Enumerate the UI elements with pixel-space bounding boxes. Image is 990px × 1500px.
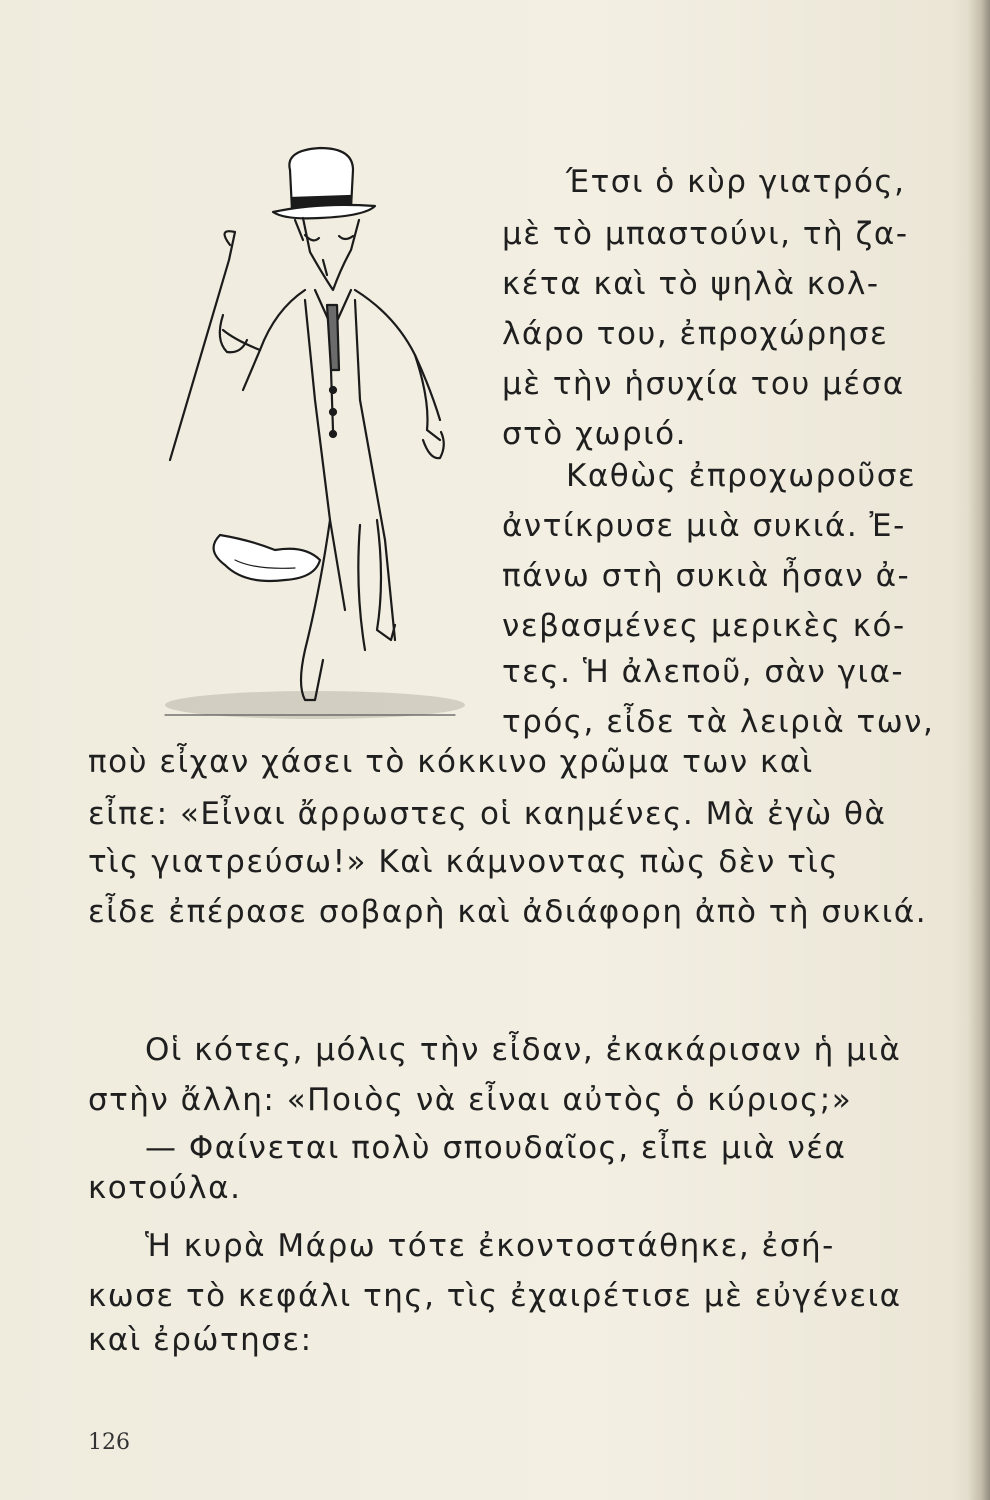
text-line: τὶς γιατρεύσω!» Καὶ κάμνοντας πὼς δὲν τὶς (88, 844, 840, 880)
text-line: Καθὼς ἐπροχωροῦσε (566, 458, 917, 494)
text-line: Ἡ κυρὰ Μάρω τότε ἐκοντοστάθηκε, ἐσή- (145, 1228, 835, 1264)
page-edge-shadow (968, 0, 990, 1500)
text-line: εἶπε: «Εἶναι ἄρρωστες οἱ καημένες. Μὰ ἐγὼ θὰ (88, 796, 887, 832)
text-line: κοτούλα. (88, 1170, 242, 1206)
page-number: 126 (88, 1430, 130, 1455)
text-line: πάνω στὴ συκιὰ ἦσαν ἀ- (502, 558, 911, 594)
text-line: ἀντίκρυσε μιὰ συκιά. Ἐ- (502, 508, 906, 544)
text-line: μὲ τὴν ἡσυχία του μέσα (502, 366, 905, 402)
text-line: κωσε τὸ κεφάλι της, τὶς ἐχαιρέτισε μὲ εὐγένεια (88, 1278, 902, 1314)
text-line: μὲ τὸ μπαστούνι, τὴ ζα- (502, 216, 909, 252)
text-line: στὴν ἄλλη: «Ποιὸς νὰ εἶναι αὐτὸς ὁ κύριος;» (88, 1082, 853, 1118)
text-line: τες. Ἡ ἀλεποῦ, σὰν για- (502, 654, 905, 690)
text-line: καὶ ἐρώτησε: (88, 1322, 313, 1358)
text-line: — Φαίνεται πολὺ σπουδαῖος, εἶπε μιὰ νέα (145, 1130, 847, 1166)
text-line: λάρο του, ἐπροχώρησε (502, 316, 889, 352)
text-line: Έτσι ὁ κὺρ γιατρός, (566, 164, 906, 200)
text-line: κέτα καὶ τὸ ψηλὰ κολ- (502, 266, 880, 302)
text-line: Οἱ κότες, μόλις τὴν εἶδαν, ἐκακάρισαν ἡ μιὰ (145, 1032, 902, 1068)
text-line: τρός, εἶδε τὰ λειριὰ των, (502, 704, 935, 740)
text-line: στὸ χωριό. (502, 416, 687, 452)
text-line: νεβασμένες μερικὲς κό- (502, 608, 906, 644)
text-line: ποὺ εἶχαν χάσει τὸ κόκκινο χρῶμα των καὶ (88, 744, 814, 780)
fox-doctor-top-hat-cane-illustration (155, 140, 485, 730)
text-line: εἶδε ἐπέρασε σοβαρὴ καὶ ἀδιάφορη ἀπὸ τὴ συκιά. (88, 894, 928, 930)
